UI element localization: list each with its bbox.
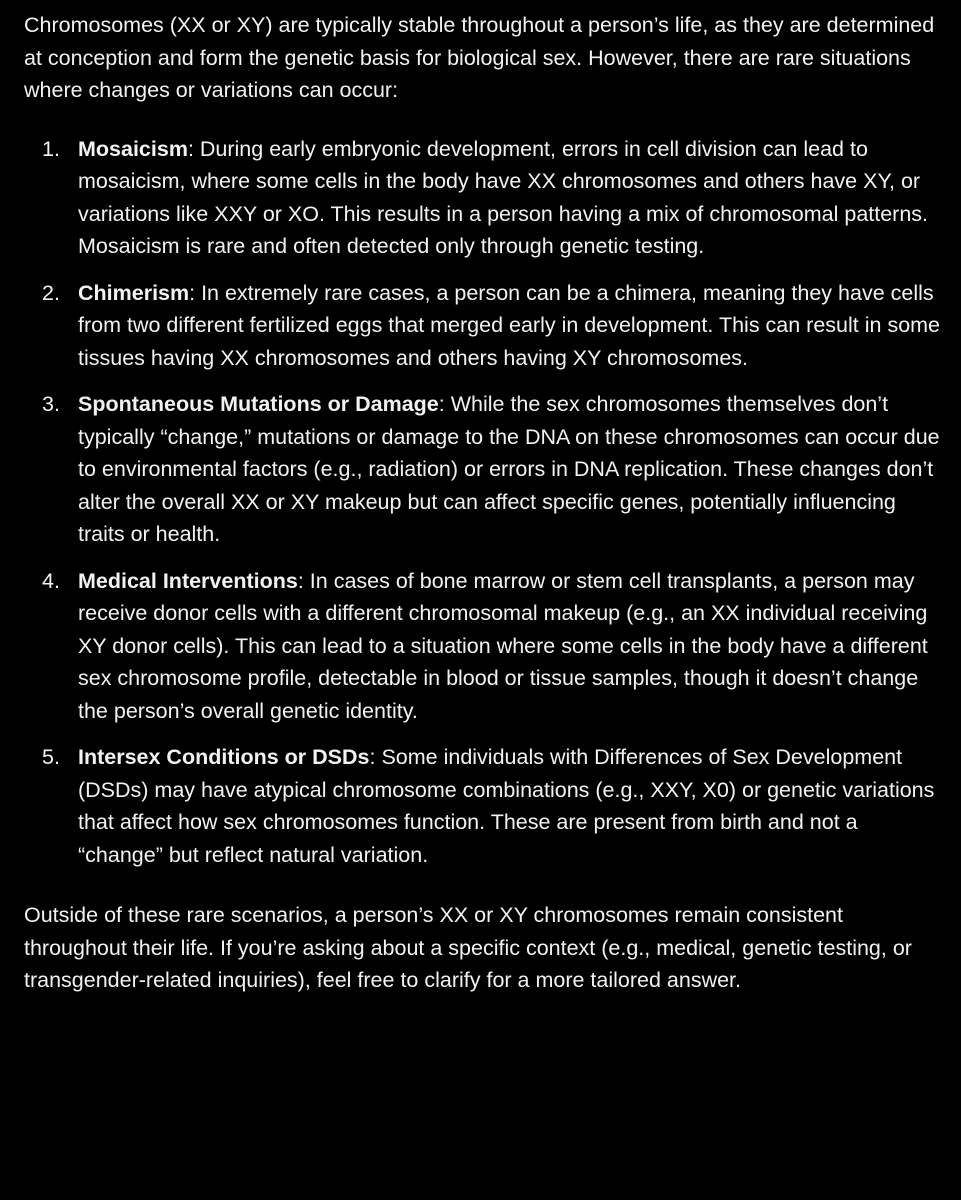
list-item-text: : Some individuals with Differences of Sex Development (DSDs) may have atypical chromosome combinations (e.g., XXY, X0) or genetic variations that affect how sex chromosomes function. These are present from birth and not a “change” but reflect natural variation. (78, 745, 935, 867)
list-item-text: : During early embryonic development, errors in cell division can lead to mosaicism, where some cells in the body have XX chromosomes and others have XY, or variations like XXY or XO. This results in a person having a mix of chromosomal patterns. Mosaicism is rare and often detected only through genetic testing. (78, 136, 929, 258)
list-item-text: : While the sex chromosomes themselves don’t typically “change,” mutations or damage to the DNA on these chromosomes can occur due to environmental factors (e.g., radiation) or errors in DNA replication. These changes don’t alter the overall XX or XY makeup but can affect specific genes, potentially influencing traits or health. (78, 392, 940, 546)
outro-paragraph: Outside of these rare scenarios, a person’s XX or XY chromosomes remain consistent throughout their life. If you’re asking about a specific context (e.g., medical, genetic testing, or transgender-related inquiries), feel free to clarify for a more tailored answer. (24, 903, 912, 992)
list-item-text: : In extremely rare cases, a person can be a chimera, meaning they have cells from two different fertilized eggs that merged early in development. This can result in some tissues having XX chromosomes and others having XY chromosomes. (78, 280, 941, 370)
numbered-list (24, 133, 944, 872)
list-number: 1. (42, 136, 60, 161)
list-item-term: Spontaneous Mutations or Damage (78, 392, 439, 416)
list-item (24, 277, 944, 375)
list-item (24, 133, 944, 263)
list-item-term: Mosaicism (78, 136, 188, 161)
intro-paragraph: Chromosomes (XX or XY) are typically stable throughout a person’s life, as they are determined at conception and form the genetic basis for biological sex. However, there are rare situations where changes or variations can occur: (24, 13, 935, 102)
list-item (24, 565, 944, 728)
list-number: 2. (42, 280, 60, 305)
list-item-term: Medical Interventions (78, 568, 298, 593)
list-number: 4. (42, 568, 60, 593)
list-item-text: : In cases of bone marrow or stem cell transplants, a person may receive donor cells with a different chromosomal makeup (e.g., an XX individual receiving XY donor cells). This can lead to a situation where some cells in the body have a different sex chromosome profile, detectable in blood or tissue samples, though it doesn’t change the person’s overall genetic identity. (78, 568, 928, 723)
list-item-term: Intersex Conditions or DSDs (78, 745, 370, 769)
assistant-message (24, 9, 944, 997)
list-number: 5. (42, 745, 60, 769)
list-item (24, 388, 944, 551)
list-item (24, 741, 944, 871)
list-item-term: Chimerism (78, 280, 190, 305)
list-number: 3. (42, 392, 60, 416)
